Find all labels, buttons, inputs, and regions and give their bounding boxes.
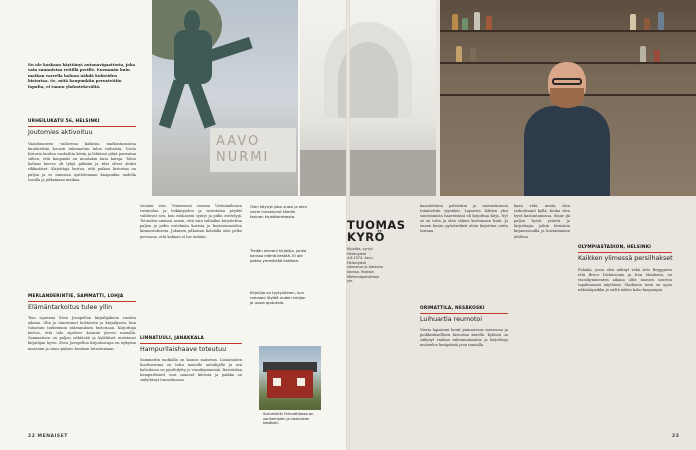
bottle <box>486 16 492 30</box>
section-label: ORIMATTILA, NESÄKOSKI <box>420 306 485 311</box>
section-body: Vaasihuoneen vaiheessa kaikissa matkustamoissa kuulutettiin kovasti rakennetun talon vaiheista. Usein historia kuuluu vanhoihin kiviin ja lähiössä pitää paneutua siihen, että kaupunki on muutakin kuin katuja. Talon kolmas kerros oli tyhjä pitkään ja tilat olivat aluksi rikkinäiset. Kirjoittaja kertoo, että paikan historiaa on paljon ja se innostaa ajattelemaan kaupunkia uudella tavalla ja jatkamaan matkaa. <box>28 142 136 182</box>
body-column: kansitettuna palaistiiin ja marraskuussa toimitettiin syysiden. Lapsesta lähtien yksi suurimmista haaveistani oli kirjoittaa kirja. Nyt se on totta ja olen valmis kertomaan lisää. Jo ennen kesän pyöräretkeä aloin kirjoittaa uutta tarinaa. <box>420 204 508 234</box>
author-bio: Kirjailija, syntyi Helsingissä 4.6.1974. Asuu Helsingissä vaimonsa ja lastensa kanssa. Teoksia: Mielensäpahoittaja ym. <box>347 247 383 284</box>
section-rule <box>28 126 136 127</box>
footer-left: 22 MENAISET <box>28 434 68 439</box>
section-label: URHEILUKATU 56, HELSINKI <box>28 119 100 124</box>
pedestal-text <box>216 134 269 166</box>
window <box>273 378 281 386</box>
pull-quote: Kirjailija on tyytyväinen, kun romaani löytää uuden lukijan ja uusia ajatuksia. <box>250 290 306 305</box>
bottle <box>474 12 480 30</box>
bottle <box>452 14 458 30</box>
pull-quote: Tiedän olevani kirjailija, jonka kanssa elämä kestää. Ei ole pakko ymmärtää kaikkea. <box>250 248 307 263</box>
section-title: Hampurilaishaave toteutuu <box>140 346 227 353</box>
ground <box>300 150 436 196</box>
section-title: Elämäntarkoitus tulee yllin <box>28 304 113 311</box>
section-title: Kaikken ylimessä persilhakset <box>578 255 673 262</box>
author-name <box>347 218 406 244</box>
statue-leg <box>159 79 185 128</box>
bottle <box>630 14 636 30</box>
bottle <box>470 48 476 62</box>
statue-leg <box>188 79 216 128</box>
statue-photo <box>152 0 298 196</box>
pull-quote: Olen käynyt joka vuosi ja olen usein innostunut tämän tarinan kirjoittamisesta. <box>250 204 308 219</box>
person-body <box>524 106 610 196</box>
photo-caption: Sukumökki Orimattilassa on vanhempien ja sisarusten kesäkoti. <box>263 412 314 426</box>
window <box>297 378 305 386</box>
body-column: kaan väki, mutta olen tarkoittanut kyllä, koska olen hyvä kustantamossa. Sinne jäi paljon hyviä ystäviä ja kirjoittajia, joihin törmäsin kirjamessuilla ja kustantamon juhlissa. <box>514 204 570 239</box>
section-label: MERLANDERINTIE, SAMMATTI, LOHJA <box>28 294 124 299</box>
section-rule <box>28 301 136 302</box>
section-body: Sammattin matkalla on kaunis maisema. Linnatuulen huoltoasema on tuttu monelle autoilijalle ja sen kahvilassa on pysähdytty jo vuosikymmeniä. Ravintolan hampurilaiset ovat saaneet kiitosta ja paikka on säilyttänyt tunnelmansa. <box>140 358 242 383</box>
author-name-text: TUOMAS KYRÖ <box>347 218 406 244</box>
section-label: OLYMPIASTADION, HELSINKI <box>578 245 652 250</box>
glasses-icon <box>552 78 582 85</box>
footer-right: 23 <box>672 434 680 439</box>
section-rule <box>140 343 242 344</box>
section-title: Luihuartia reumotoi <box>420 316 483 323</box>
section-label: LINNATUULI, JANAKKALA <box>140 336 204 341</box>
bottle <box>644 18 650 30</box>
shop-photo <box>440 0 696 196</box>
bottle <box>462 18 468 30</box>
bottle <box>640 46 646 62</box>
section-title: Joutomies aktivoituu <box>28 129 93 136</box>
bottle <box>654 50 660 62</box>
intro-paragraph: En ole koskaan käyttänyt autonavigaattoria, joka vain suunnistaa reitillä perille. Enemmän kuin matkan varrella haluan nähdä kohteiden historiaa. Se, mitä kaupunkiin perustettiin lopulta, ei tunnu yhdentekevältä. <box>28 62 136 89</box>
pedestal-line: NURMI <box>216 150 270 165</box>
shelf <box>440 30 696 32</box>
bottle <box>456 46 462 62</box>
building-photo <box>300 0 436 196</box>
section-body: Tein sijaisena Eeva Joenpellon kirjailijakotia vuoden aikana. Olin jo innostunut kohteesta ja kirjailijasta, kun tutustuin tarkemmin rakennuksen historiaan. Kirjoittaja kertoo, että talo sijaitsee kauniin järven rannalla. Sammatissa on paljon nähtävää ja kyläläiset muistavat kirjailijan hyvin. Eeva Joenpellon kirjoitustupa on nykyisin museona ja sinne pääsee kesäisin tutustumaan. <box>28 316 136 351</box>
section-body: Vierin lapsuteni kesät pumaisessa museossa ja poikkeuksellisen historian äärellä. Kylässä on säilynyt vanhaa rakennuskantaa ja kirjoittaja muistelee kesäpäiviä joen rannalla. <box>420 328 508 348</box>
section-rule <box>420 313 508 314</box>
section-rule <box>578 252 672 253</box>
cottage-photo <box>259 346 321 410</box>
body-column: tiesiäni viisi. Viimeisenä vuonna Vietnamilaisen ravintolan ja leikkisyyden ja ravintolan pöydät vaihtuvat sen, kun esikoiseni syntyi ja pidin esittelyjä. Totuuden nimissä sanon, että sain valmiiksi kirjoitettua paljon ja pidin esitelmän kuvista ja kustantamoiden kiinnostuksesta. Jokaisen julkaisun kohdalla olen pelko persoona, että kukaan ei lue mitään. <box>140 204 242 239</box>
pedestal-line: AAVO <box>216 134 261 149</box>
section-body: Puhaka, jossa olen nähnyt sekä Arto Bryggaren että Bruce Dickinsonin ja Iron Maidenin, on vuosikymmenten aikana ollut monien suurten tapahtumien näyttämö. Stadionin torni on upea näköalapaikka ja sieltä näkee koko kaupungin. <box>578 268 672 293</box>
person-beard <box>550 88 584 108</box>
bottle <box>658 12 664 30</box>
portrait <box>524 62 610 196</box>
